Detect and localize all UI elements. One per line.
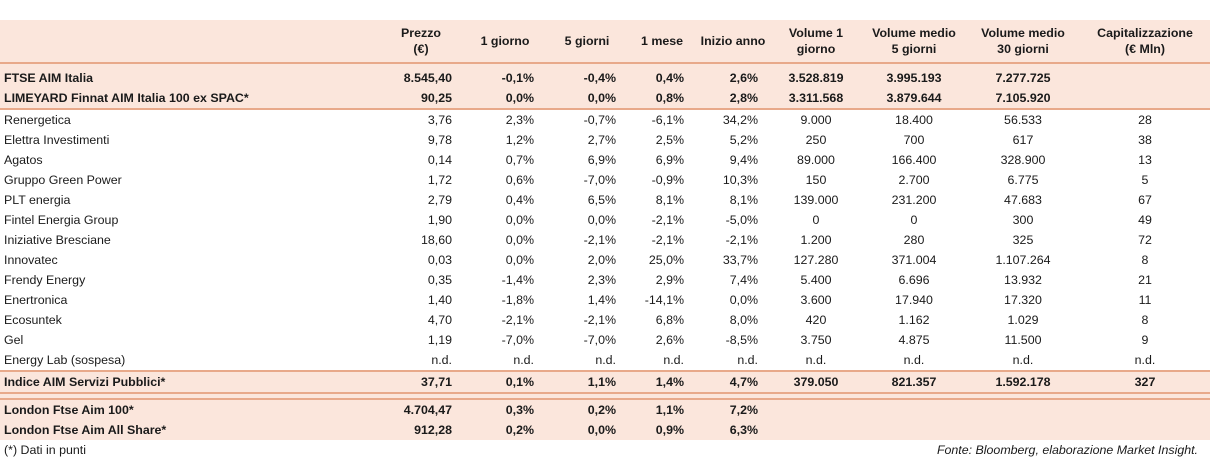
cell-value (966, 420, 1080, 440)
cell-value: 1,19 (427, 333, 452, 347)
cell-value: 2,9% (655, 273, 684, 287)
london-index-row (0, 399, 1210, 420)
cell-value: 9 (1141, 333, 1149, 347)
cell-value: 1,4% (587, 293, 616, 307)
cell-value: 1.200 (800, 233, 832, 247)
cell-value: -0,4% (583, 71, 616, 85)
stock-row (0, 230, 1210, 250)
cell-value: -2,1% (651, 233, 684, 247)
row-label: PLT energia (4, 193, 71, 207)
cell-value: 7.105.920 (966, 88, 1080, 109)
row-label: Agatos (4, 153, 43, 167)
footnote: (*) Dati in punti (4, 443, 86, 457)
cell-value: 25,0% (648, 253, 684, 267)
row-label: Fintel Energia Group (4, 213, 119, 227)
cell-value: 8,1% (729, 193, 758, 207)
stock-row (0, 250, 1210, 270)
cell-value: 1,1% (628, 399, 696, 420)
cell-value: 2,3% (587, 273, 616, 287)
row-label: Iniziative Bresciane (4, 233, 111, 247)
cell-value: 47.683 (1004, 193, 1042, 207)
cell-value: 328.900 (1000, 153, 1046, 167)
cell-value: 2.700 (898, 173, 930, 187)
cell-value: 2,3% (505, 113, 534, 127)
cell-value: 0,9% (655, 423, 684, 437)
cell-value: n.d. (1134, 353, 1156, 367)
cell-value: 2,8% (696, 88, 770, 109)
cell-value: 280 (903, 233, 925, 247)
index-row (0, 88, 1210, 109)
cell-value: 325 (1012, 233, 1034, 247)
cell-value (1080, 420, 1210, 440)
cell-value: 0,14 (427, 153, 452, 167)
cell-value (966, 399, 1080, 420)
cell-value: 617 (1012, 133, 1034, 147)
cell-value: 56.533 (1004, 113, 1042, 127)
cell-value: n.d. (903, 353, 925, 367)
cell-value: -2,1% (583, 233, 616, 247)
cell-value: 3.995.193 (886, 71, 942, 85)
cell-value: 1,72 (427, 173, 452, 187)
cell-value: 9.000 (800, 113, 832, 127)
cell-value: -2,1% (501, 313, 534, 327)
cell-value: 1.162 (898, 313, 930, 327)
cell-value: 13 (1138, 153, 1152, 167)
cell-value: -14,1% (644, 293, 684, 307)
cell-value: 5,2% (729, 133, 758, 147)
cell-value: 166.400 (891, 153, 937, 167)
cell-value: 0,03 (427, 253, 452, 267)
cell-value: 821.357 (862, 371, 966, 393)
row-label: Ecosuntek (4, 313, 62, 327)
header-volume-30-days: Volume medio 30 giorni (981, 26, 1065, 56)
cell-value: 9,78 (427, 133, 452, 147)
cell-value: 0,6% (505, 173, 534, 187)
cell-value: 8 (1141, 313, 1149, 327)
cell-value: -1,8% (501, 293, 534, 307)
stock-row (0, 350, 1210, 371)
row-label: FTSE AIM Italia (4, 71, 94, 85)
cell-value: 49 (1138, 213, 1152, 227)
header-price: Prezzo (€) (401, 26, 441, 56)
row-label: Innovatec (4, 253, 58, 267)
stock-row (0, 330, 1210, 350)
cell-value: 250 (805, 133, 827, 147)
cell-value: 1.592.178 (966, 371, 1080, 393)
cell-value: 0 (910, 213, 918, 227)
cell-value: 0,7% (505, 153, 534, 167)
cell-value: 3.528.819 (788, 71, 844, 85)
cell-value: 8.545,40 (403, 71, 452, 85)
cell-value: 0,8% (628, 88, 696, 109)
cell-value: 0,0% (729, 293, 758, 307)
table-body (0, 63, 1210, 440)
cell-value: 6,9% (587, 153, 616, 167)
cell-value: -6,1% (651, 113, 684, 127)
row-label: Enertronica (4, 293, 68, 307)
cell-value: 127.280 (793, 253, 839, 267)
cell-value: 912,28 (414, 423, 452, 437)
cell-value: 150 (805, 173, 827, 187)
cell-value: 8 (1141, 253, 1149, 267)
cell-value: 6,5% (587, 193, 616, 207)
stock-row (0, 109, 1210, 130)
row-label: Frendy Energy (4, 273, 86, 287)
cell-value: 2,7% (587, 133, 616, 147)
cell-value: 6,9% (655, 153, 684, 167)
row-label: LIMEYARD Finnat AIM Italia 100 ex SPAC* (0, 88, 378, 109)
header-volume-5-days: Volume medio 5 giorni (872, 26, 956, 56)
row-label: Energy Lab (sospesa) (4, 353, 126, 367)
cell-value: n.d. (805, 353, 827, 367)
header-1-day: 1 giorno (480, 34, 530, 48)
cell-value: n.d. (431, 353, 452, 367)
cell-value: 0,1% (464, 371, 546, 393)
header-ytd: Inizio anno (700, 34, 766, 48)
cell-value (862, 399, 966, 420)
source-note: Fonte: Bloomberg, elaborazione Market Insight. (936, 443, 1198, 457)
cell-value: 2,0% (587, 253, 616, 267)
cell-value: -0,1% (501, 71, 534, 85)
cell-value: -5,0% (725, 213, 758, 227)
cell-value (862, 420, 966, 440)
cell-value: 4,70 (427, 313, 452, 327)
cell-value: -1,4% (501, 273, 534, 287)
cell-value: 1.107.264 (995, 253, 1051, 267)
cell-value: n.d. (1012, 353, 1034, 367)
cell-value: 10,3% (722, 173, 758, 187)
cell-value: 4.875 (898, 333, 930, 347)
row-label: London Ftse Aim 100* (0, 399, 378, 420)
cell-value: 1.029 (1007, 313, 1039, 327)
cell-value: 18.400 (895, 113, 933, 127)
cell-value: 0,2% (546, 399, 628, 420)
cell-value: 0,3% (464, 399, 546, 420)
cell-value (1080, 68, 1210, 88)
cell-value: 6.696 (898, 273, 930, 287)
header-volume-1-day: Volume 1 giorno (788, 26, 844, 56)
cell-value: 72 (1138, 233, 1152, 247)
cell-value: -0,7% (583, 113, 616, 127)
cell-value: -2,1% (651, 213, 684, 227)
cell-value: 3.750 (800, 333, 832, 347)
cell-value (1080, 399, 1210, 420)
stock-row (0, 150, 1210, 170)
cell-value: 7,4% (729, 273, 758, 287)
cell-value: 13.932 (1004, 273, 1042, 287)
cell-value: n.d. (513, 353, 534, 367)
cell-value: 89.000 (797, 153, 835, 167)
cell-value: n.d. (737, 353, 758, 367)
cell-value: 0,0% (505, 233, 534, 247)
cell-value (1080, 88, 1210, 109)
aim-market-table (0, 20, 1210, 440)
cell-value: 11.500 (1004, 333, 1042, 347)
cell-value: 2,6% (729, 71, 758, 85)
cell-value: 1,4% (628, 371, 696, 393)
cell-value: 1,40 (427, 293, 452, 307)
row-label: Gel (4, 333, 24, 347)
header-5-days: 5 giorni (564, 34, 610, 48)
cell-value: 0 (812, 213, 820, 227)
cell-value: 379.050 (770, 371, 862, 393)
cell-value: 6,8% (655, 313, 684, 327)
row-label: Gruppo Green Power (4, 173, 122, 187)
cell-value: 17.940 (895, 293, 933, 307)
cell-value: 3.600 (800, 293, 832, 307)
table-header (0, 20, 1210, 63)
cell-value: 38 (1138, 133, 1152, 147)
cell-value: 2,79 (427, 193, 452, 207)
cell-value: 0,0% (587, 213, 616, 227)
cell-value (770, 399, 862, 420)
cell-value: 5 (1141, 173, 1149, 187)
cell-value: 37,71 (378, 371, 464, 393)
cell-value: 0,0% (587, 423, 616, 437)
cell-value: 1,2% (505, 133, 534, 147)
cell-value: 4,7% (696, 371, 770, 393)
cell-value: n.d. (595, 353, 616, 367)
cell-value: 6.775 (1007, 173, 1039, 187)
cell-value: -7,0% (583, 333, 616, 347)
cell-value: 327 (1080, 371, 1210, 393)
cell-value: 2,6% (655, 333, 684, 347)
cell-value: 0,0% (505, 213, 534, 227)
row-label: Indice AIM Servizi Pubblici* (0, 371, 378, 393)
cell-value: 420 (805, 313, 827, 327)
cell-value: 0,0% (505, 253, 534, 267)
cell-value: 8,1% (655, 193, 684, 207)
cell-value: 17.320 (1004, 293, 1042, 307)
cell-value: 300 (1012, 213, 1034, 227)
cell-value: 0,35 (427, 273, 452, 287)
cell-value: 8,0% (729, 313, 758, 327)
cell-value: -7,0% (583, 173, 616, 187)
cell-value: 371.004 (891, 253, 937, 267)
cell-value: 3.311.568 (770, 88, 862, 109)
cell-value: 0,4% (655, 71, 684, 85)
cell-value: 18,60 (420, 233, 452, 247)
stock-row (0, 310, 1210, 330)
cell-value: -2,1% (583, 313, 616, 327)
stock-row (0, 130, 1210, 150)
cell-value: 5.400 (800, 273, 832, 287)
cell-value: n.d. (663, 353, 684, 367)
cell-value: 6,3% (729, 423, 758, 437)
cell-value: 1,1% (546, 371, 628, 393)
stock-row (0, 290, 1210, 310)
row-label: London Ftse Aim All Share* (4, 423, 167, 437)
cell-value: 0,0% (546, 88, 628, 109)
stock-row (0, 270, 1210, 290)
cell-value: 3,76 (427, 113, 452, 127)
cell-value: 9,4% (729, 153, 758, 167)
sector-index-row (0, 371, 1210, 393)
stock-row (0, 210, 1210, 230)
london-index-row (0, 420, 1210, 440)
cell-value: 7.277.725 (995, 71, 1051, 85)
index-row (0, 68, 1210, 88)
cell-value: 3.879.644 (862, 88, 966, 109)
stock-row (0, 170, 1210, 190)
header-1-month: 1 mese (640, 34, 684, 48)
cell-value: 1,90 (427, 213, 452, 227)
cell-value: 0,4% (505, 193, 534, 207)
cell-value: 67 (1138, 193, 1152, 207)
stock-row (0, 190, 1210, 210)
cell-value: 7,2% (696, 399, 770, 420)
cell-value: -0,9% (651, 173, 684, 187)
cell-value: 700 (903, 133, 925, 147)
cell-value: 2,5% (655, 133, 684, 147)
cell-value: -7,0% (501, 333, 534, 347)
cell-value: -8,5% (725, 333, 758, 347)
cell-value: -2,1% (725, 233, 758, 247)
cell-value (770, 420, 862, 440)
cell-value: 90,25 (378, 88, 464, 109)
row-label: Renergetica (4, 113, 71, 127)
header-market-cap: Capitalizzazione (€ Mln) (1097, 26, 1193, 56)
cell-value: 139.000 (793, 193, 839, 207)
cell-value: 33,7% (722, 253, 758, 267)
cell-value: 21 (1138, 273, 1152, 287)
cell-value: 34,2% (722, 113, 758, 127)
cell-value: 4.704,47 (378, 399, 464, 420)
cell-value: 11 (1138, 293, 1152, 307)
row-label: Elettra Investimenti (4, 133, 110, 147)
cell-value: 231.200 (891, 193, 937, 207)
cell-value: 0,2% (505, 423, 534, 437)
header-name (0, 20, 378, 63)
cell-value: 28 (1138, 113, 1152, 127)
cell-value: 0,0% (464, 88, 546, 109)
